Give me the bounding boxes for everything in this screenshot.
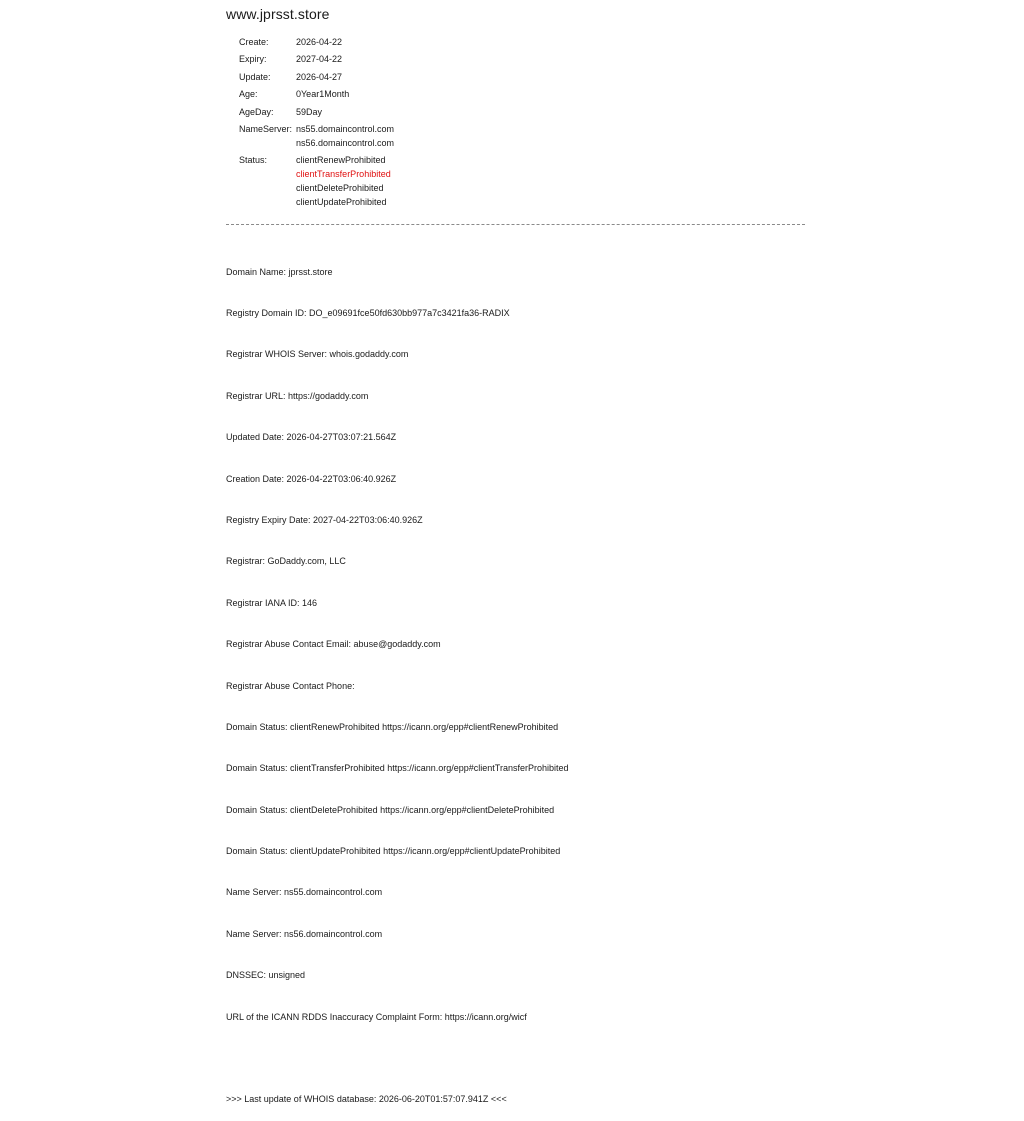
age-label: Age: [239, 89, 258, 100]
status-value: clientDeleteProhibited [296, 182, 384, 193]
ageday-label: AgeDay: [239, 106, 274, 117]
domain-summary [239, 36, 394, 213]
nameserver-value: ns56.domaincontrol.com [296, 137, 395, 148]
summary-row-create [239, 36, 394, 50]
whois-line: Domain Status: clientRenewProhibited https://icann.org/epp#clientRenewProhibited [226, 721, 559, 732]
update-label: Update: [239, 71, 271, 82]
whois-line: Domain Status: clientTransferProhibited https://icann.org/epp#clientTransferProhibited [226, 763, 569, 774]
page-title: www.jprsst.store [226, 6, 330, 22]
create-value: 2026-04-22 [296, 37, 343, 47]
whois-line: Registrar: GoDaddy.com, LLC [226, 556, 346, 567]
whois-line: Registrar Abuse Contact Phone: [226, 680, 355, 691]
whois-line: Registry Domain ID: DO_e09691fce50fd630bb977a7c3421fa36-RADIX [226, 307, 510, 318]
whois-raw-record [226, 238, 569, 1121]
whois-line: Registrar IANA ID: 146 [226, 597, 318, 608]
expiry-label: Expiry: [239, 54, 267, 65]
nameserver-value: ns55.domaincontrol.com [296, 123, 395, 134]
summary-row-update [239, 71, 394, 85]
whois-line: Domain Status: clientDeleteProhibited https://icann.org/epp#clientDeleteProhibited [226, 804, 555, 815]
nameserver-label: NameServer: [239, 123, 293, 134]
whois-line: URL of the ICANN RDDS Inaccuracy Complaint Form: https://icann.org/wicf [226, 1011, 527, 1022]
whois-line: Creation Date: 2026-04-22T03:06:40.926Z [226, 473, 397, 484]
status-value: clientUpdateProhibited [296, 196, 387, 207]
whois-line: Registry Expiry Date: 2027-04-22T03:06:40.926Z [226, 514, 423, 525]
status-value: clientRenewProhibited [296, 155, 386, 166]
status-value-highlighted: clientTransferProhibited [296, 168, 391, 179]
whois-line: DNSSEC: unsigned [226, 970, 306, 981]
summary-row-expiry [239, 53, 394, 67]
summary-row-nameserver [239, 123, 394, 151]
create-label: Create: [239, 37, 269, 47]
summary-row-ageday [239, 106, 394, 120]
dashed-divider [226, 224, 805, 225]
whois-line: Name Server: ns56.domaincontrol.com [226, 928, 383, 939]
update-value: 2026-04-27 [296, 71, 343, 82]
summary-row-status [239, 154, 394, 209]
status-label: Status: [239, 155, 268, 166]
whois-line: Domain Name: jprsst.store [226, 266, 333, 277]
whois-line: Registrar URL: https://godaddy.com [226, 390, 369, 401]
whois-line: Name Server: ns55.domaincontrol.com [226, 887, 383, 898]
expiry-value: 2027-04-22 [296, 54, 343, 65]
whois-line: Registrar Abuse Contact Email: abuse@godaddy.com [226, 639, 441, 650]
last-update-line: >>> Last update of WHOIS database: 2026-06-20T01:57:07.941Z <<< [226, 1094, 507, 1105]
age-value: 0Year1Month [296, 89, 350, 100]
whois-line: Updated Date: 2026-04-27T03:07:21.564Z [226, 432, 397, 443]
blank-line [226, 1052, 569, 1066]
whois-line: Domain Status: clientUpdateProhibited https://icann.org/epp#clientUpdateProhibited [226, 846, 561, 857]
summary-row-age [239, 88, 394, 102]
whois-line: Registrar WHOIS Server: whois.godaddy.com [226, 349, 409, 360]
ageday-value: 59Day [296, 106, 323, 117]
